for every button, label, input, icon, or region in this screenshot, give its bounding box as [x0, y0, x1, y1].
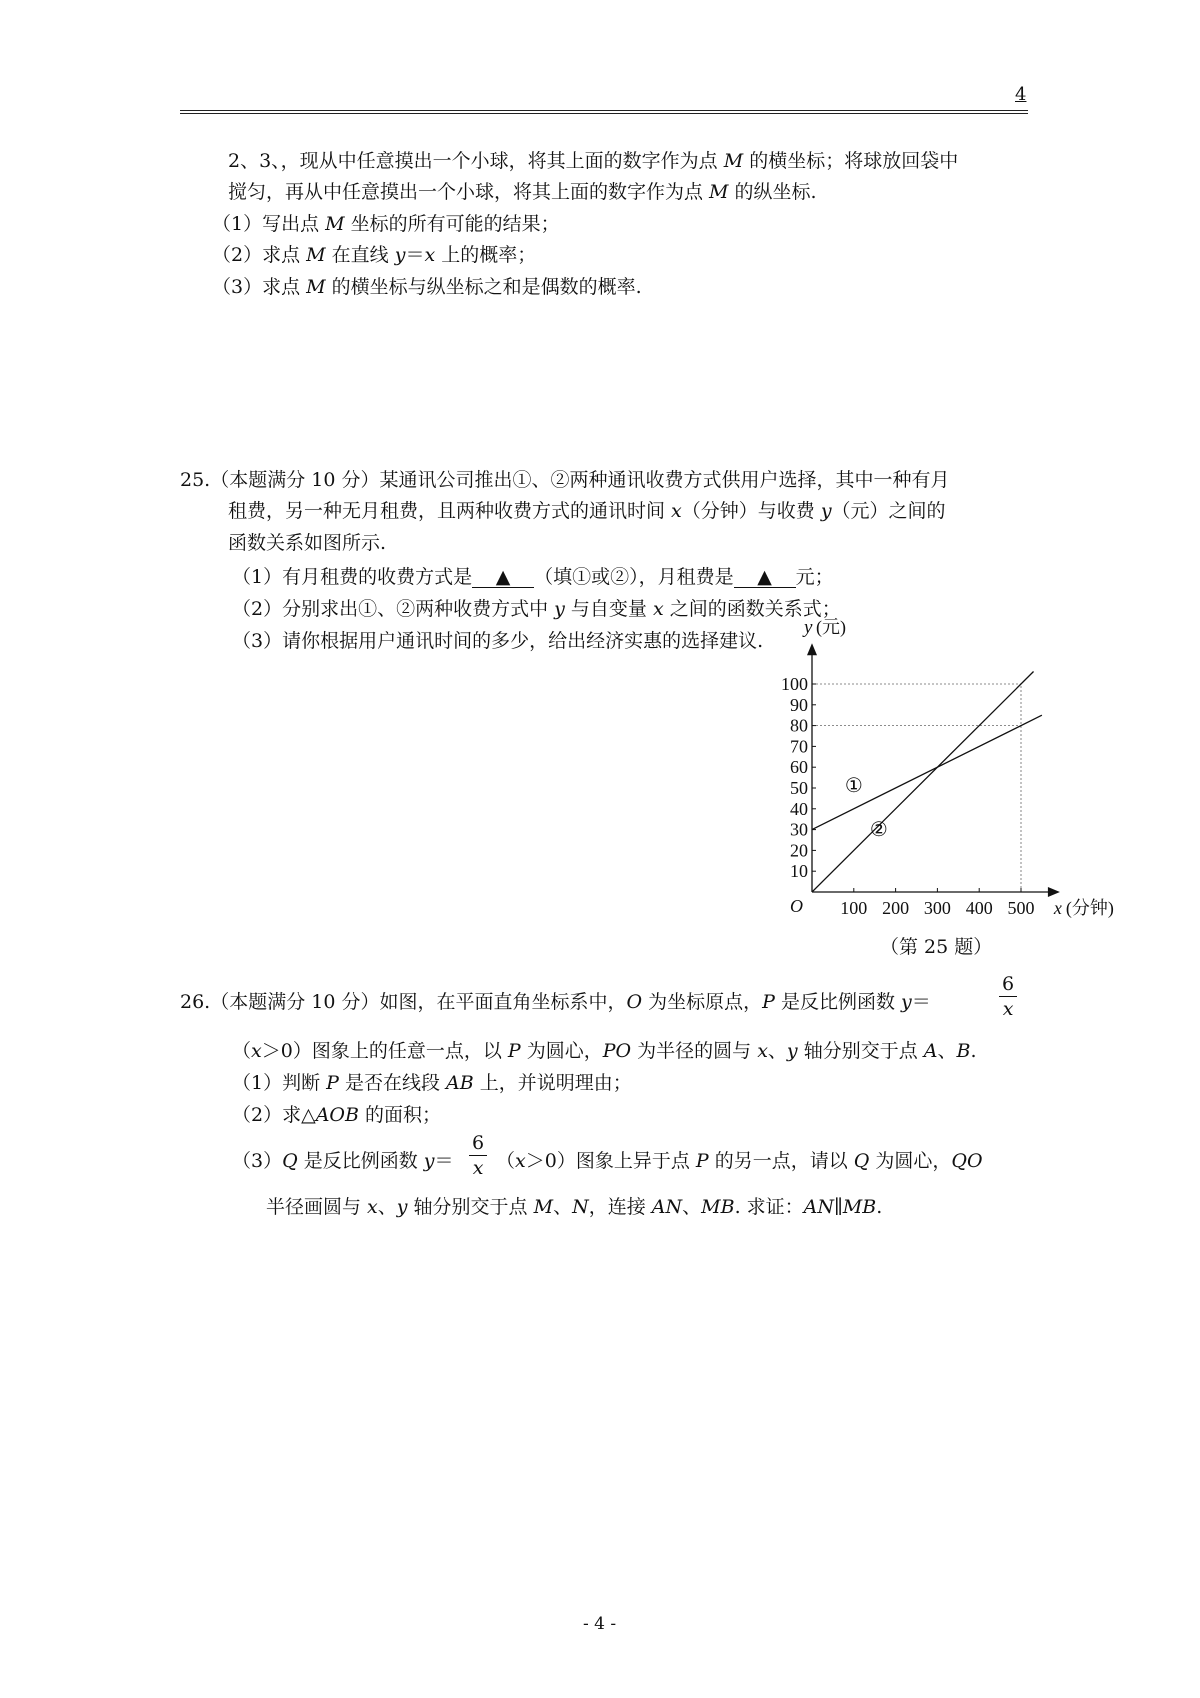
x-tick-label-500: 500	[1007, 898, 1035, 918]
q24-part-2: （2）求点 M 在直线 y＝x 上的概率；	[212, 244, 537, 266]
y-tick-label-100: 100	[781, 674, 808, 694]
y-axis-arrow	[807, 643, 817, 655]
y-tick-label-80: 80	[790, 715, 808, 736]
header-page-number: 4	[1015, 84, 1027, 105]
q24-line-2: 搅匀，再从中任意摸出一个小球，将其上面的数字作为点 M 的纵坐标.	[228, 181, 817, 203]
q25-line-2: 租费，另一种无月租费，且两种收费方式的通讯时间 x（分钟）与收费 y（元）之间的	[228, 500, 946, 522]
q25-part-3: （3）请你根据用户通讯时间的多少，给出经济实惠的选择建议.	[232, 630, 764, 652]
q26-part-1: （1）判断 P 是否在线段 AB 上，并说明理由；	[232, 1072, 632, 1094]
q25-part-2: （2）分别求出①、②两种收费方式中 y 与自变量 x 之间的函数关系式；	[232, 598, 841, 620]
y-axis-label: y	[804, 617, 813, 639]
x-tick-label-400: 400	[965, 898, 993, 918]
q24-part-3: （3）求点 M 的横坐标与纵坐标之和是偶数的概率.	[212, 276, 642, 298]
y-tick-label-70: 70	[790, 736, 808, 757]
q26-part-3a: （3）Q 是反比例函数 y＝	[232, 1150, 454, 1172]
q26-line-1: 26.（本题满分 10 分）如图，在平面直角坐标系中，O 为坐标原点，P 是反比例函数 y＝	[180, 991, 931, 1013]
y-tick-label-90: 90	[790, 694, 808, 715]
x-axis-unit: (分钟)	[1065, 898, 1114, 918]
q24-line-1: 2、3、，现从中任意摸出一个小球，将其上面的数字作为点 M 的横坐标；将球放回袋中	[228, 150, 959, 172]
q25-chart	[760, 614, 1130, 932]
x-tick-label-300: 300	[923, 898, 951, 918]
x-tick-label-100: 100	[840, 898, 868, 918]
x-tick-label-200: 200	[882, 898, 910, 918]
series-label-2: ②	[869, 818, 888, 841]
y-tick-label-10: 10	[790, 861, 808, 882]
q25-part-1: （1）有月租费的收费方式是 ▲ （填①或②），月租费是 ▲ 元；	[232, 566, 834, 588]
x-axis-arrow	[1048, 887, 1060, 897]
fraction-6-over-x-1: $\frac{6}{x}$	[999, 972, 1017, 1021]
q26-line-2: （x＞0）图象上的任意一点，以 P 为圆心，PO 为半径的圆与 x、y 轴分别交于点 A、B.	[232, 1040, 977, 1062]
q26-part-2: （2）求△AOB 的面积；	[232, 1104, 442, 1126]
header-rule	[180, 110, 1028, 114]
footer-page-label: - 4 -	[583, 1614, 617, 1634]
answer-blank-2: ▲	[734, 567, 796, 588]
y-tick-label-60: 60	[790, 757, 808, 778]
q25-line-1: 25.（本题满分 10 分）某通讯公司推出①、②两种通讯收费方式供用户选择，其中一种有月	[180, 469, 950, 491]
q25-line-3: 函数关系如图所示.	[228, 532, 387, 554]
y-tick-label-30: 30	[790, 819, 808, 840]
origin-label: O	[790, 896, 803, 916]
chart-plot-area	[781, 617, 1114, 919]
q24-part-1: （1）写出点 M 坐标的所有可能的结果；	[212, 213, 560, 235]
y-axis-unit: (元)	[816, 617, 846, 638]
y-tick-label-40: 40	[790, 798, 808, 819]
y-tick-label-50: 50	[790, 778, 808, 798]
q26-part-3c: 半径画圆与 x、y 轴分别交于点 M、N，连接 AN、MB. 求证：AN∥MB.	[266, 1196, 883, 1218]
series-label-1: ①	[844, 775, 863, 798]
chart-caption: （第 25 题）	[880, 936, 993, 958]
y-tick-label-20: 20	[790, 840, 808, 861]
q26-part-3b: （x＞0）图象上异于点 P 的另一点，请以 Q 为圆心，QO	[496, 1150, 983, 1172]
fraction-6-over-x-2: $\frac{6}{x}$	[469, 1131, 487, 1180]
x-axis-label: x	[1053, 898, 1062, 918]
answer-blank-1: ▲	[472, 567, 534, 588]
series-line-1	[812, 715, 1042, 829]
